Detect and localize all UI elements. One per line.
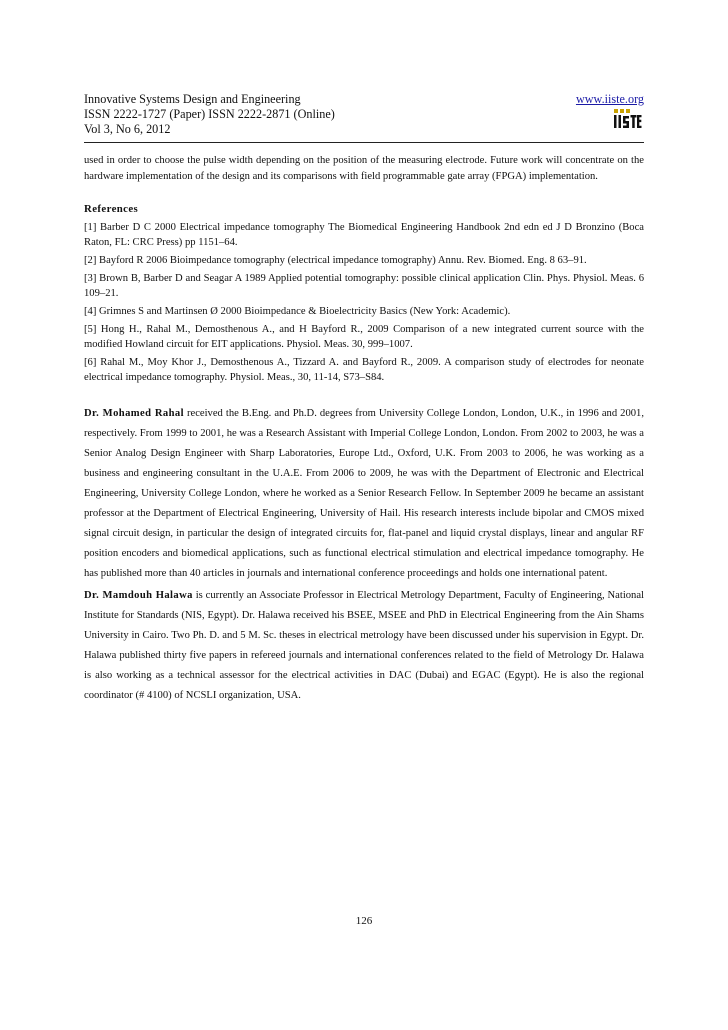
references-heading: References [84,203,139,215]
author-bio-halawa [84,586,644,706]
header-divider [84,142,644,143]
reference-item: [4] Grimnes S and Martinsen Ø 2000 Bioimpedance & Bioelectricity Basics (New York: Academic). [84,306,511,317]
author-name: Dr. Mohamed Rahal [84,408,184,419]
page-number: 126 [355,915,373,927]
author-bio-rahal [84,404,644,584]
journal-issn: ISSN 2222-1727 (Paper) ISSN 2222-2871 (Online) [84,107,335,121]
journal-volume: Vol 3, No 6, 2012 [84,122,171,136]
iiste-logo [612,108,642,130]
reference-item: [1] Barber D C 2000 Electrical impedance tomography The Biomedical Engineering Handbook 2nd edn ed J D Bronzino (Boca Raton, FL: CRC Press) pp 1151–64. [84,222,644,248]
author-name: Dr. Mamdouh Halawa [84,590,193,601]
journal-url-link[interactable]: www.iiste.org [575,92,644,106]
reference-item: [6] Rahal M., Moy Khor J., Demosthenous A., Tizzard A. and Bayford R., 2009. A comparison study of electrodes for neonate electrical impedance tomography. Physiol. Meas., 30, 11-14, S73–S84. [84,357,644,383]
journal-header [84,92,644,138]
page-content [84,92,644,706]
reference-item: [2] Bayford R 2006 Bioimpedance tomography (electrical impedance tomography) Annu. Rev. Biomed. Eng. 8 63–91. [84,255,587,266]
reference-item: [5] Hong H., Rahal M., Demosthenous A., and H Bayford R., 2009 Comparison of a new integrated current source with the modified Howland circuit for EIT applications. Physiol. Meas. 30, 999–1007. [84,324,644,350]
reference-item: [3] Brown B, Barber D and Seagar A 1989 Applied potential tomography: possible clinical application Clin. Phys. Physiol. Meas. 6 109–21. [84,273,644,299]
author-bio-text: is currently an Associate Professor in Electrical Metrology Department, Faculty of Engineering, National Institute for Standards (NIS, Egypt). Dr. Halawa received his BSEE, MSEE and PhD in Electrical Engineering from the Ain Shams University in Cairo. Two Ph. D. and 5 M. Sc. theses in electrical metrology have been discussed under his supervision in Egypt. Dr. Halawa published thirty five papers in refereed journals and international conferences related to the field of Metrology Dr. Halawa is also working as a technical assessor for the electrical activities in DAC (Dubai) and EGAC (Egypt). He is also the regional coordinator (# 4100) of NCSLI organization, USA. [84,590,645,701]
intro-paragraph: used in order to choose the pulse width depending on the position of the measuring electrode. Future work will concentrate on the hardware implementation of the design and its comparisons with field programmable gate array (FPGA) implementation. [84,155,644,182]
journal-title: Innovative Systems Design and Engineering [84,92,301,106]
author-bio-text: received the B.Eng. and Ph.D. degrees from University College London, London, U.K., in 1996 and 2001, respectively. From 1999 to 2001, he was a Research Assistant with Imperial College London, London. From 2002 to 2003, he was a Senior Analog Design Engineer with Sharp Laboratories, Europe Ltd., Oxford, U.K. From 2003 to 2006, he was working as a business and engineering consultant in the U.A.E. From 2006 to 2009, he was with the Department of Electronic and Electrical Engineering, University College London, where he worked as a Senior Research Fellow. In September 2009 he became an assistant professor at the Department of Electrical Engineering, University of Hail. His research interests include bipolar and CMOS mixed signal circuit design, in particular the design of integrated circuits for, flat-panel and liquid crystal displays, linear and angular RF position encoders and biomedical applications, such as functional electrical stimulation and electrical impedance tomography. He has published more than 40 articles in journals and international conference proceedings and holds one international patent. [84,408,645,579]
